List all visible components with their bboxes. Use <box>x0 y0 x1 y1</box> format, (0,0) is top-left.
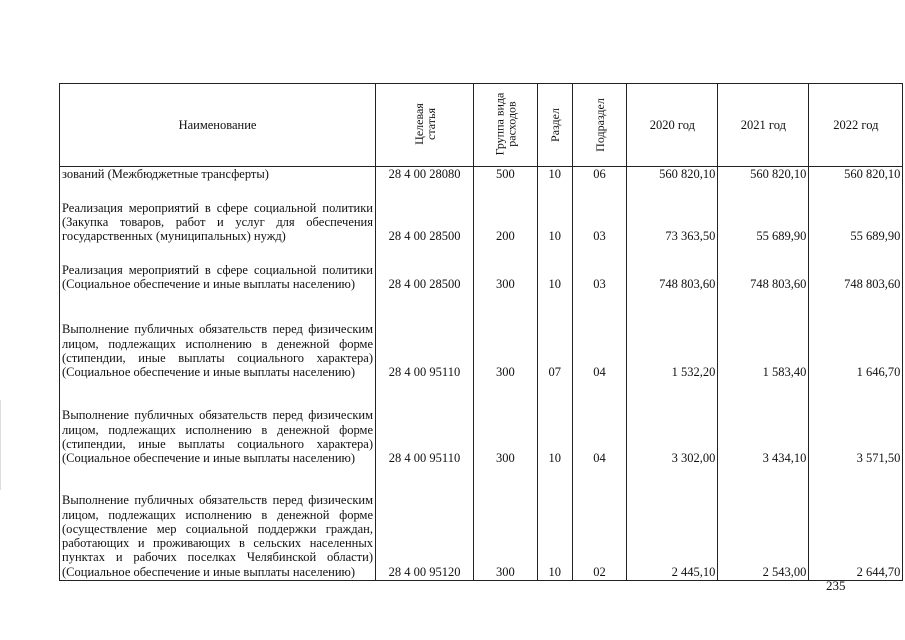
table-row <box>60 244 903 292</box>
table-row <box>60 380 903 466</box>
row-target: 28 4 00 28500 <box>376 244 474 292</box>
table-header-row <box>60 84 903 167</box>
row-group: 300 <box>474 380 538 466</box>
page-number: 235 <box>826 578 846 593</box>
row-section: 10 <box>537 380 572 466</box>
row-2022: 3 571,50 <box>809 380 903 466</box>
table-row <box>60 466 903 580</box>
row-2020: 3 302,00 <box>627 380 718 466</box>
row-group: 200 <box>474 182 538 244</box>
row-2022: 55 689,90 <box>809 182 903 244</box>
header-section-label: Раздел <box>547 107 562 142</box>
row-subsection: 04 <box>572 380 627 466</box>
row-subsection: 03 <box>572 182 627 244</box>
row-subsection: 02 <box>572 466 627 580</box>
row-name: Реализация мероприятий в сфере социальной политики (Социальное обеспечение и иные выплаты населению) <box>60 244 376 292</box>
row-2020: 1 532,20 <box>627 292 718 380</box>
row-section: 10 <box>537 244 572 292</box>
row-2022: 748 803,60 <box>809 244 903 292</box>
row-name: Выполнение публичных обязательств перед физическим лицом, подлежащих исполнению в денежной форме (стипендии, иные выплаты социального характера) (Социальное обеспечение и иные выплаты населению) <box>60 380 376 466</box>
row-name: Реализация мероприятий в сфере социальной политики (Закупка товаров, работ и услуг для обеспечения государственных (муниципальных) нужд) <box>60 182 376 244</box>
row-2022: 2 644,70 <box>809 466 903 580</box>
row-name: Выполнение публичных обязательств перед физическим лицом, подлежащих исполнению в денежной форме (стипендии, иные выплаты социального характера) (Социальное обеспечение и иные выплаты населению) <box>60 292 376 380</box>
row-section: 10 <box>537 182 572 244</box>
header-2022: 2022 год <box>809 84 903 167</box>
row-2021: 748 803,60 <box>718 244 809 292</box>
row-target: 28 4 00 28500 <box>376 182 474 244</box>
row-2021: 560 820,10 <box>718 167 809 183</box>
row-2022: 560 820,10 <box>809 167 903 183</box>
row-group: 300 <box>474 244 538 292</box>
row-name: Выполнение публичных обязательств перед физическим лицом, подлежащих исполнению в денежной форме (осуществление мер социальной поддержки граждан, работающих и проживающих в сельских населенных пунктах и рабочих поселках Челябинской области) (Социальное обеспечение и иные выплаты населению) <box>60 466 376 580</box>
row-2020: 73 363,50 <box>627 182 718 244</box>
row-group: 500 <box>474 167 538 183</box>
row-section: 07 <box>537 292 572 380</box>
header-2020: 2020 год <box>627 84 718 167</box>
row-section: 10 <box>537 167 572 183</box>
header-subsection-label: Подраздел <box>592 98 607 152</box>
row-target: 28 4 00 95120 <box>376 466 474 580</box>
header-subsection <box>572 84 627 167</box>
row-2020: 2 445,10 <box>627 466 718 580</box>
header-target-label: Целевая статья <box>411 103 438 146</box>
row-subsection: 04 <box>572 292 627 380</box>
header-2021: 2021 год <box>718 84 809 167</box>
header-name: Наименование <box>60 84 376 167</box>
row-2021: 2 543,00 <box>718 466 809 580</box>
table-row <box>60 292 903 380</box>
row-2021: 55 689,90 <box>718 182 809 244</box>
row-target: 28 4 00 95110 <box>376 292 474 380</box>
header-group-label: Группа вида расходов <box>492 93 519 156</box>
row-2020: 748 803,60 <box>627 244 718 292</box>
row-2021: 3 434,10 <box>718 380 809 466</box>
row-2021: 1 583,40 <box>718 292 809 380</box>
header-section <box>537 84 572 167</box>
row-subsection: 06 <box>572 167 627 183</box>
row-name: зований (Межбюджетные трансферты) <box>60 167 376 183</box>
row-target: 28 4 00 28080 <box>376 167 474 183</box>
row-2020: 560 820,10 <box>627 167 718 183</box>
row-group: 300 <box>474 292 538 380</box>
table-row <box>60 182 903 244</box>
table-row <box>60 167 903 183</box>
header-target-article <box>376 84 474 167</box>
row-subsection: 03 <box>572 244 627 292</box>
row-2022: 1 646,70 <box>809 292 903 380</box>
row-target: 28 4 00 95110 <box>376 380 474 466</box>
budget-table <box>59 83 903 581</box>
scan-edge-line <box>0 400 1 490</box>
header-expense-group <box>474 84 538 167</box>
row-group: 300 <box>474 466 538 580</box>
row-section: 10 <box>537 466 572 580</box>
